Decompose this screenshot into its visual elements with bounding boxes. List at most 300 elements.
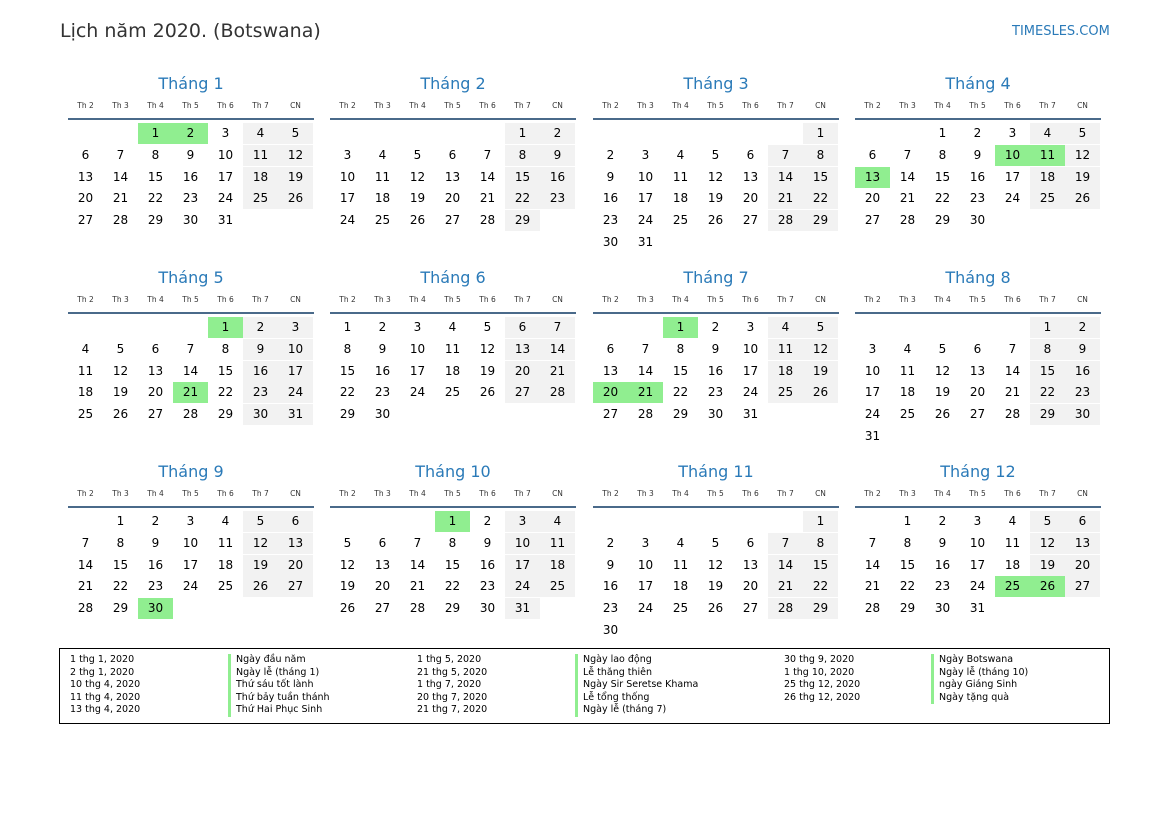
- day-cell: 5: [711, 147, 720, 162]
- day-cell: 7: [540, 317, 575, 338]
- day-cell: 12: [409, 169, 426, 184]
- weekday-label: Th 6: [742, 489, 759, 498]
- day-cell: 31: [864, 429, 881, 443]
- day-cell: 7: [483, 147, 492, 162]
- day-cell: 21: [1004, 385, 1021, 400]
- day-cell: 26: [1065, 188, 1100, 209]
- legend-date: 25 thg 12, 2020: [784, 679, 861, 691]
- day-cell: 8: [1030, 339, 1065, 360]
- day-cell: 9: [243, 339, 278, 360]
- day-cell: 12: [339, 557, 356, 572]
- day-cell: 14: [77, 557, 94, 572]
- day-cell: 13: [742, 169, 759, 184]
- weekday-label: Th 4: [672, 295, 689, 304]
- day-cell: 16: [374, 363, 391, 378]
- day-cell: 27: [1065, 576, 1100, 597]
- day-cell: 15: [339, 363, 356, 378]
- day-cell: 12: [112, 363, 129, 378]
- weekday-label: Th 2: [864, 295, 881, 304]
- day-cell: 28: [112, 213, 129, 228]
- day-cell: 12: [1065, 145, 1100, 166]
- month-divider: [330, 506, 576, 508]
- day-cell: 9: [938, 535, 947, 550]
- day-cell: 11: [374, 169, 391, 184]
- day-cell: 19: [243, 555, 278, 576]
- day-cell: 15: [112, 557, 129, 572]
- day-cell: 1: [116, 514, 125, 528]
- weekday-label: Th 5: [182, 295, 199, 304]
- day-cell: 7: [116, 147, 125, 162]
- day-cell: 8: [448, 535, 457, 550]
- day-cell: 2: [378, 320, 387, 334]
- day-cell: 2: [606, 147, 615, 162]
- day-cell: 24: [1004, 191, 1021, 206]
- day-cell: 16: [540, 167, 575, 188]
- day-cell: 17: [742, 363, 759, 378]
- day-cell: 19: [1030, 555, 1065, 576]
- day-cell: 24: [637, 601, 654, 616]
- day-cell: 12: [278, 145, 313, 166]
- day-cell: 16: [479, 557, 496, 572]
- day-cell: 26: [479, 385, 496, 400]
- day-cell: 24: [278, 382, 313, 403]
- day-cell: 28: [479, 213, 496, 228]
- day-cell: 25: [899, 407, 916, 422]
- day-cell: 1: [938, 126, 947, 140]
- day-cell: 26: [934, 407, 951, 422]
- day-cell: 21: [77, 579, 94, 594]
- day-cell: 28: [1004, 407, 1021, 422]
- weekday-label: CN: [1077, 295, 1088, 304]
- day-cell: 28: [637, 407, 654, 422]
- day-cell: 5: [116, 341, 125, 356]
- day-cell: 17: [505, 555, 540, 576]
- day-cell: 4: [378, 147, 387, 162]
- day-cell: 21: [409, 579, 426, 594]
- day-cell: 3: [746, 320, 755, 334]
- day-cell: 10: [637, 169, 654, 184]
- month-title: Tháng 4: [945, 74, 1011, 93]
- holiday-day-cell: 21: [173, 382, 208, 403]
- day-cell: 13: [444, 169, 461, 184]
- legend-holiday-name: Ngày lễ (tháng 7): [575, 704, 666, 717]
- month-divider: [68, 118, 314, 120]
- day-cell: 6: [973, 341, 982, 356]
- day-cell: 11: [768, 339, 803, 360]
- weekday-label: CN: [1077, 101, 1088, 110]
- day-cell: 8: [116, 535, 125, 550]
- day-cell: 20: [505, 361, 540, 382]
- day-cell: 29: [803, 210, 838, 231]
- day-cell: 12: [934, 363, 951, 378]
- day-cell: 23: [707, 385, 724, 400]
- day-cell: 15: [672, 363, 689, 378]
- day-cell: 23: [374, 385, 391, 400]
- day-cell: 16: [969, 169, 986, 184]
- weekday-label: Th 2: [602, 101, 619, 110]
- day-cell: 18: [444, 363, 461, 378]
- holiday-day-cell: 20: [593, 382, 628, 403]
- day-cell: 7: [903, 147, 912, 162]
- weekday-label: Th 2: [602, 295, 619, 304]
- day-cell: 2: [540, 123, 575, 144]
- day-cell: 14: [768, 167, 803, 188]
- day-cell: 7: [413, 535, 422, 550]
- weekday-label: Th 5: [969, 101, 986, 110]
- weekday-label: CN: [552, 489, 563, 498]
- month-9: [68, 462, 314, 652]
- weekday-label: Th 6: [742, 295, 759, 304]
- weekday-label: CN: [815, 295, 826, 304]
- day-cell: 29: [1030, 404, 1065, 425]
- weekday-label: Th 5: [969, 489, 986, 498]
- month-2: [330, 74, 576, 264]
- day-cell: 3: [1008, 126, 1017, 140]
- day-cell: 11: [243, 145, 278, 166]
- day-cell: 21: [768, 188, 803, 209]
- day-cell: 26: [339, 601, 356, 616]
- day-cell: 25: [768, 382, 803, 403]
- day-cell: 10: [505, 533, 540, 554]
- weekday-label: Th 7: [514, 489, 531, 498]
- day-cell: 19: [934, 385, 951, 400]
- day-cell: 10: [217, 147, 234, 162]
- day-cell: 21: [540, 361, 575, 382]
- day-cell: 24: [182, 579, 199, 594]
- weekday-label: Th 4: [934, 489, 951, 498]
- day-cell: 27: [742, 601, 759, 616]
- day-cell: 26: [243, 576, 278, 597]
- day-cell: 24: [409, 385, 426, 400]
- weekday-label: Th 5: [182, 489, 199, 498]
- legend-date: 30 thg 9, 2020: [784, 654, 855, 665]
- day-cell: 25: [243, 188, 278, 209]
- day-cell: 3: [278, 317, 313, 338]
- day-cell: 23: [969, 191, 986, 206]
- day-cell: 22: [444, 579, 461, 594]
- day-cell: 4: [1030, 123, 1065, 144]
- weekday-label: CN: [815, 489, 826, 498]
- day-cell: 5: [1030, 511, 1065, 532]
- day-cell: 11: [217, 535, 234, 550]
- day-cell: 30: [243, 404, 278, 425]
- day-cell: 5: [938, 341, 947, 356]
- day-cell: 11: [672, 557, 689, 572]
- day-cell: 30: [602, 235, 619, 249]
- day-cell: 18: [243, 167, 278, 188]
- day-cell: 4: [676, 147, 685, 162]
- weekday-label: Th 5: [444, 489, 461, 498]
- day-cell: 29: [112, 601, 129, 616]
- day-cell: 15: [899, 557, 916, 572]
- day-cell: 12: [243, 533, 278, 554]
- weekday-label: Th 3: [112, 295, 129, 304]
- day-cell: 28: [540, 382, 575, 403]
- day-cell: 10: [278, 339, 313, 360]
- day-cell: 22: [803, 576, 838, 597]
- day-cell: 22: [672, 385, 689, 400]
- day-cell: 15: [934, 169, 951, 184]
- day-cell: 13: [742, 557, 759, 572]
- day-cell: 16: [934, 557, 951, 572]
- day-cell: 28: [899, 213, 916, 228]
- holiday-day-cell: 2: [173, 123, 208, 144]
- day-cell: 16: [243, 361, 278, 382]
- month-divider: [855, 118, 1101, 120]
- day-cell: 1: [505, 123, 540, 144]
- day-cell: 18: [1004, 557, 1021, 572]
- holiday-day-cell: 26: [1030, 576, 1065, 597]
- month-10: [330, 462, 576, 652]
- weekday-label: CN: [290, 295, 301, 304]
- day-cell: 24: [217, 191, 234, 206]
- day-cell: 17: [637, 579, 654, 594]
- day-cell: 26: [409, 213, 426, 228]
- holiday-day-cell: 25: [995, 576, 1030, 597]
- weekday-label: CN: [1077, 489, 1088, 498]
- day-cell: 10: [742, 341, 759, 356]
- day-cell: 7: [768, 145, 803, 166]
- day-cell: 31: [217, 213, 234, 228]
- day-cell: 27: [278, 576, 313, 597]
- day-cell: 17: [969, 557, 986, 572]
- day-cell: 24: [339, 213, 356, 228]
- day-cell: 9: [606, 169, 615, 184]
- day-cell: 11: [1004, 535, 1021, 550]
- day-cell: 5: [803, 317, 838, 338]
- day-cell: 14: [637, 363, 654, 378]
- day-cell: 10: [864, 363, 881, 378]
- day-cell: 7: [1008, 341, 1017, 356]
- day-cell: 21: [899, 191, 916, 206]
- day-cell: 20: [77, 191, 94, 206]
- day-cell: 14: [1004, 363, 1021, 378]
- weekday-label: Th 6: [479, 101, 496, 110]
- weekday-label: Th 7: [777, 489, 794, 498]
- day-cell: 19: [409, 191, 426, 206]
- day-cell: 14: [479, 169, 496, 184]
- weekday-label: Th 5: [707, 101, 724, 110]
- month-divider: [68, 312, 314, 314]
- day-cell: 1: [803, 123, 838, 144]
- day-cell: 17: [637, 191, 654, 206]
- day-cell: 24: [505, 576, 540, 597]
- day-cell: 29: [934, 213, 951, 228]
- day-cell: 6: [1065, 511, 1100, 532]
- day-cell: 20: [742, 191, 759, 206]
- day-cell: 29: [217, 407, 234, 422]
- holiday-day-cell: 1: [138, 123, 173, 144]
- day-cell: 27: [864, 213, 881, 228]
- day-cell: 25: [217, 579, 234, 594]
- weekday-label: Th 4: [934, 295, 951, 304]
- weekday-label: Th 4: [672, 489, 689, 498]
- day-cell: 30: [969, 213, 986, 228]
- legend-holiday-name: Lễ thăng thiên: [575, 667, 652, 680]
- day-cell: 23: [182, 191, 199, 206]
- legend-holiday-name: Lễ tổng thống: [575, 692, 649, 705]
- weekday-label: Th 2: [77, 295, 94, 304]
- holiday-day-cell: 10: [995, 145, 1030, 166]
- holiday-day-cell: 1: [663, 317, 698, 338]
- month-divider: [855, 506, 1101, 508]
- weekday-label: Th 4: [147, 101, 164, 110]
- weekday-label: Th 5: [707, 295, 724, 304]
- weekday-label: Th 2: [339, 101, 356, 110]
- day-cell: 9: [1065, 339, 1100, 360]
- day-cell: 17: [1004, 169, 1021, 184]
- weekday-label: Th 7: [1039, 489, 1056, 498]
- day-cell: 4: [676, 535, 685, 550]
- day-cell: 29: [339, 407, 356, 422]
- day-cell: 31: [742, 407, 759, 422]
- day-cell: 9: [540, 145, 575, 166]
- day-cell: 11: [672, 169, 689, 184]
- weekday-label: Th 7: [777, 101, 794, 110]
- day-cell: 7: [641, 341, 650, 356]
- month-title: Tháng 10: [415, 462, 491, 481]
- day-cell: 19: [803, 361, 838, 382]
- day-cell: 25: [444, 385, 461, 400]
- day-cell: 30: [934, 601, 951, 616]
- day-cell: 19: [339, 579, 356, 594]
- weekday-label: Th 6: [217, 101, 234, 110]
- day-cell: 13: [969, 363, 986, 378]
- weekday-label: Th 2: [77, 489, 94, 498]
- legend-holiday-name: Thứ bảy tuần thánh: [228, 692, 330, 705]
- day-cell: 11: [444, 341, 461, 356]
- legend-date: 21 thg 5, 2020: [417, 666, 488, 678]
- day-cell: 4: [81, 341, 90, 356]
- weekday-label: Th 2: [339, 295, 356, 304]
- day-cell: 13: [374, 557, 391, 572]
- month-4: [855, 74, 1101, 264]
- day-cell: 3: [505, 511, 540, 532]
- day-cell: 20: [742, 579, 759, 594]
- day-cell: 2: [711, 320, 720, 334]
- day-cell: 14: [768, 555, 803, 576]
- day-cell: 22: [339, 385, 356, 400]
- day-cell: 17: [182, 557, 199, 572]
- day-cell: 12: [479, 341, 496, 356]
- day-cell: 6: [378, 535, 387, 550]
- day-cell: 31: [278, 404, 313, 425]
- month-11: [593, 462, 839, 652]
- weekday-label: Th 4: [409, 489, 426, 498]
- day-cell: 23: [540, 188, 575, 209]
- day-cell: 18: [217, 557, 234, 572]
- month-8: [855, 268, 1101, 458]
- month-title: Tháng 5: [158, 268, 224, 287]
- day-cell: 9: [483, 535, 492, 550]
- day-cell: 8: [803, 145, 838, 166]
- day-cell: 5: [711, 535, 720, 550]
- day-cell: 29: [672, 407, 689, 422]
- weekday-label: Th 7: [514, 295, 531, 304]
- day-cell: 25: [374, 213, 391, 228]
- day-cell: 18: [77, 385, 94, 400]
- month-title: Tháng 8: [945, 268, 1011, 287]
- month-title: Tháng 9: [158, 462, 224, 481]
- day-cell: 6: [606, 341, 615, 356]
- day-cell: 20: [278, 555, 313, 576]
- weekday-label: Th 6: [217, 489, 234, 498]
- legend-date: 1 thg 1, 2020: [70, 654, 135, 665]
- month-title: Tháng 3: [683, 74, 749, 93]
- day-cell: 13: [505, 339, 540, 360]
- day-cell: 10: [969, 535, 986, 550]
- day-cell: 20: [374, 579, 391, 594]
- weekday-label: Th 4: [409, 101, 426, 110]
- weekday-label: Th 7: [1039, 295, 1056, 304]
- day-cell: 26: [803, 382, 838, 403]
- weekday-label: Th 3: [112, 489, 129, 498]
- legend-date: 20 thg 7, 2020: [417, 691, 488, 703]
- day-cell: 15: [147, 169, 164, 184]
- day-cell: 30: [1065, 404, 1100, 425]
- day-cell: 28: [864, 601, 881, 616]
- day-cell: 22: [899, 579, 916, 594]
- weekday-label: Th 3: [374, 489, 391, 498]
- day-cell: 7: [186, 341, 195, 356]
- day-cell: 6: [278, 511, 313, 532]
- legend-holiday-name: Ngày lễ (tháng 1): [228, 667, 319, 680]
- day-cell: 6: [81, 147, 90, 162]
- day-cell: 31: [969, 601, 986, 616]
- weekday-label: Th 5: [182, 101, 199, 110]
- day-cell: 15: [1030, 361, 1065, 382]
- legend-holiday-name: Thứ sáu tốt lành: [228, 679, 313, 692]
- weekday-label: Th 3: [899, 101, 916, 110]
- weekday-label: Th 2: [864, 101, 881, 110]
- day-cell: 27: [374, 601, 391, 616]
- day-cell: 1: [803, 511, 838, 532]
- day-cell: 14: [409, 557, 426, 572]
- day-cell: 5: [1065, 123, 1100, 144]
- day-cell: 27: [147, 407, 164, 422]
- day-cell: 21: [479, 191, 496, 206]
- day-cell: 27: [444, 213, 461, 228]
- legend-date: 1 thg 7, 2020: [417, 679, 482, 691]
- day-cell: 6: [746, 147, 755, 162]
- weekday-label: Th 7: [252, 101, 269, 110]
- day-cell: 20: [1065, 555, 1100, 576]
- day-cell: 9: [186, 147, 195, 162]
- weekday-label: Th 6: [1004, 101, 1021, 110]
- day-cell: 6: [448, 147, 457, 162]
- page-title: Lịch năm 2020. (Botswana): [60, 20, 321, 42]
- day-cell: 14: [112, 169, 129, 184]
- month-divider: [68, 506, 314, 508]
- legend-date: 1 thg 10, 2020: [784, 666, 855, 678]
- day-cell: 8: [803, 533, 838, 554]
- month-3: [593, 74, 839, 264]
- day-cell: 22: [217, 385, 234, 400]
- month-title: Tháng 6: [420, 268, 486, 287]
- day-cell: 8: [903, 535, 912, 550]
- holiday-legend: [59, 648, 1110, 724]
- day-cell: 5: [413, 147, 422, 162]
- day-cell: 3: [221, 126, 230, 140]
- brand-link[interactable]: TIMESLES.COM: [1012, 24, 1110, 39]
- holiday-day-cell: 13: [855, 167, 890, 188]
- month-divider: [593, 312, 839, 314]
- day-cell: 16: [602, 191, 619, 206]
- day-cell: 20: [147, 385, 164, 400]
- weekday-label: Th 7: [1039, 101, 1056, 110]
- day-cell: 26: [112, 407, 129, 422]
- weekday-label: Th 6: [479, 489, 496, 498]
